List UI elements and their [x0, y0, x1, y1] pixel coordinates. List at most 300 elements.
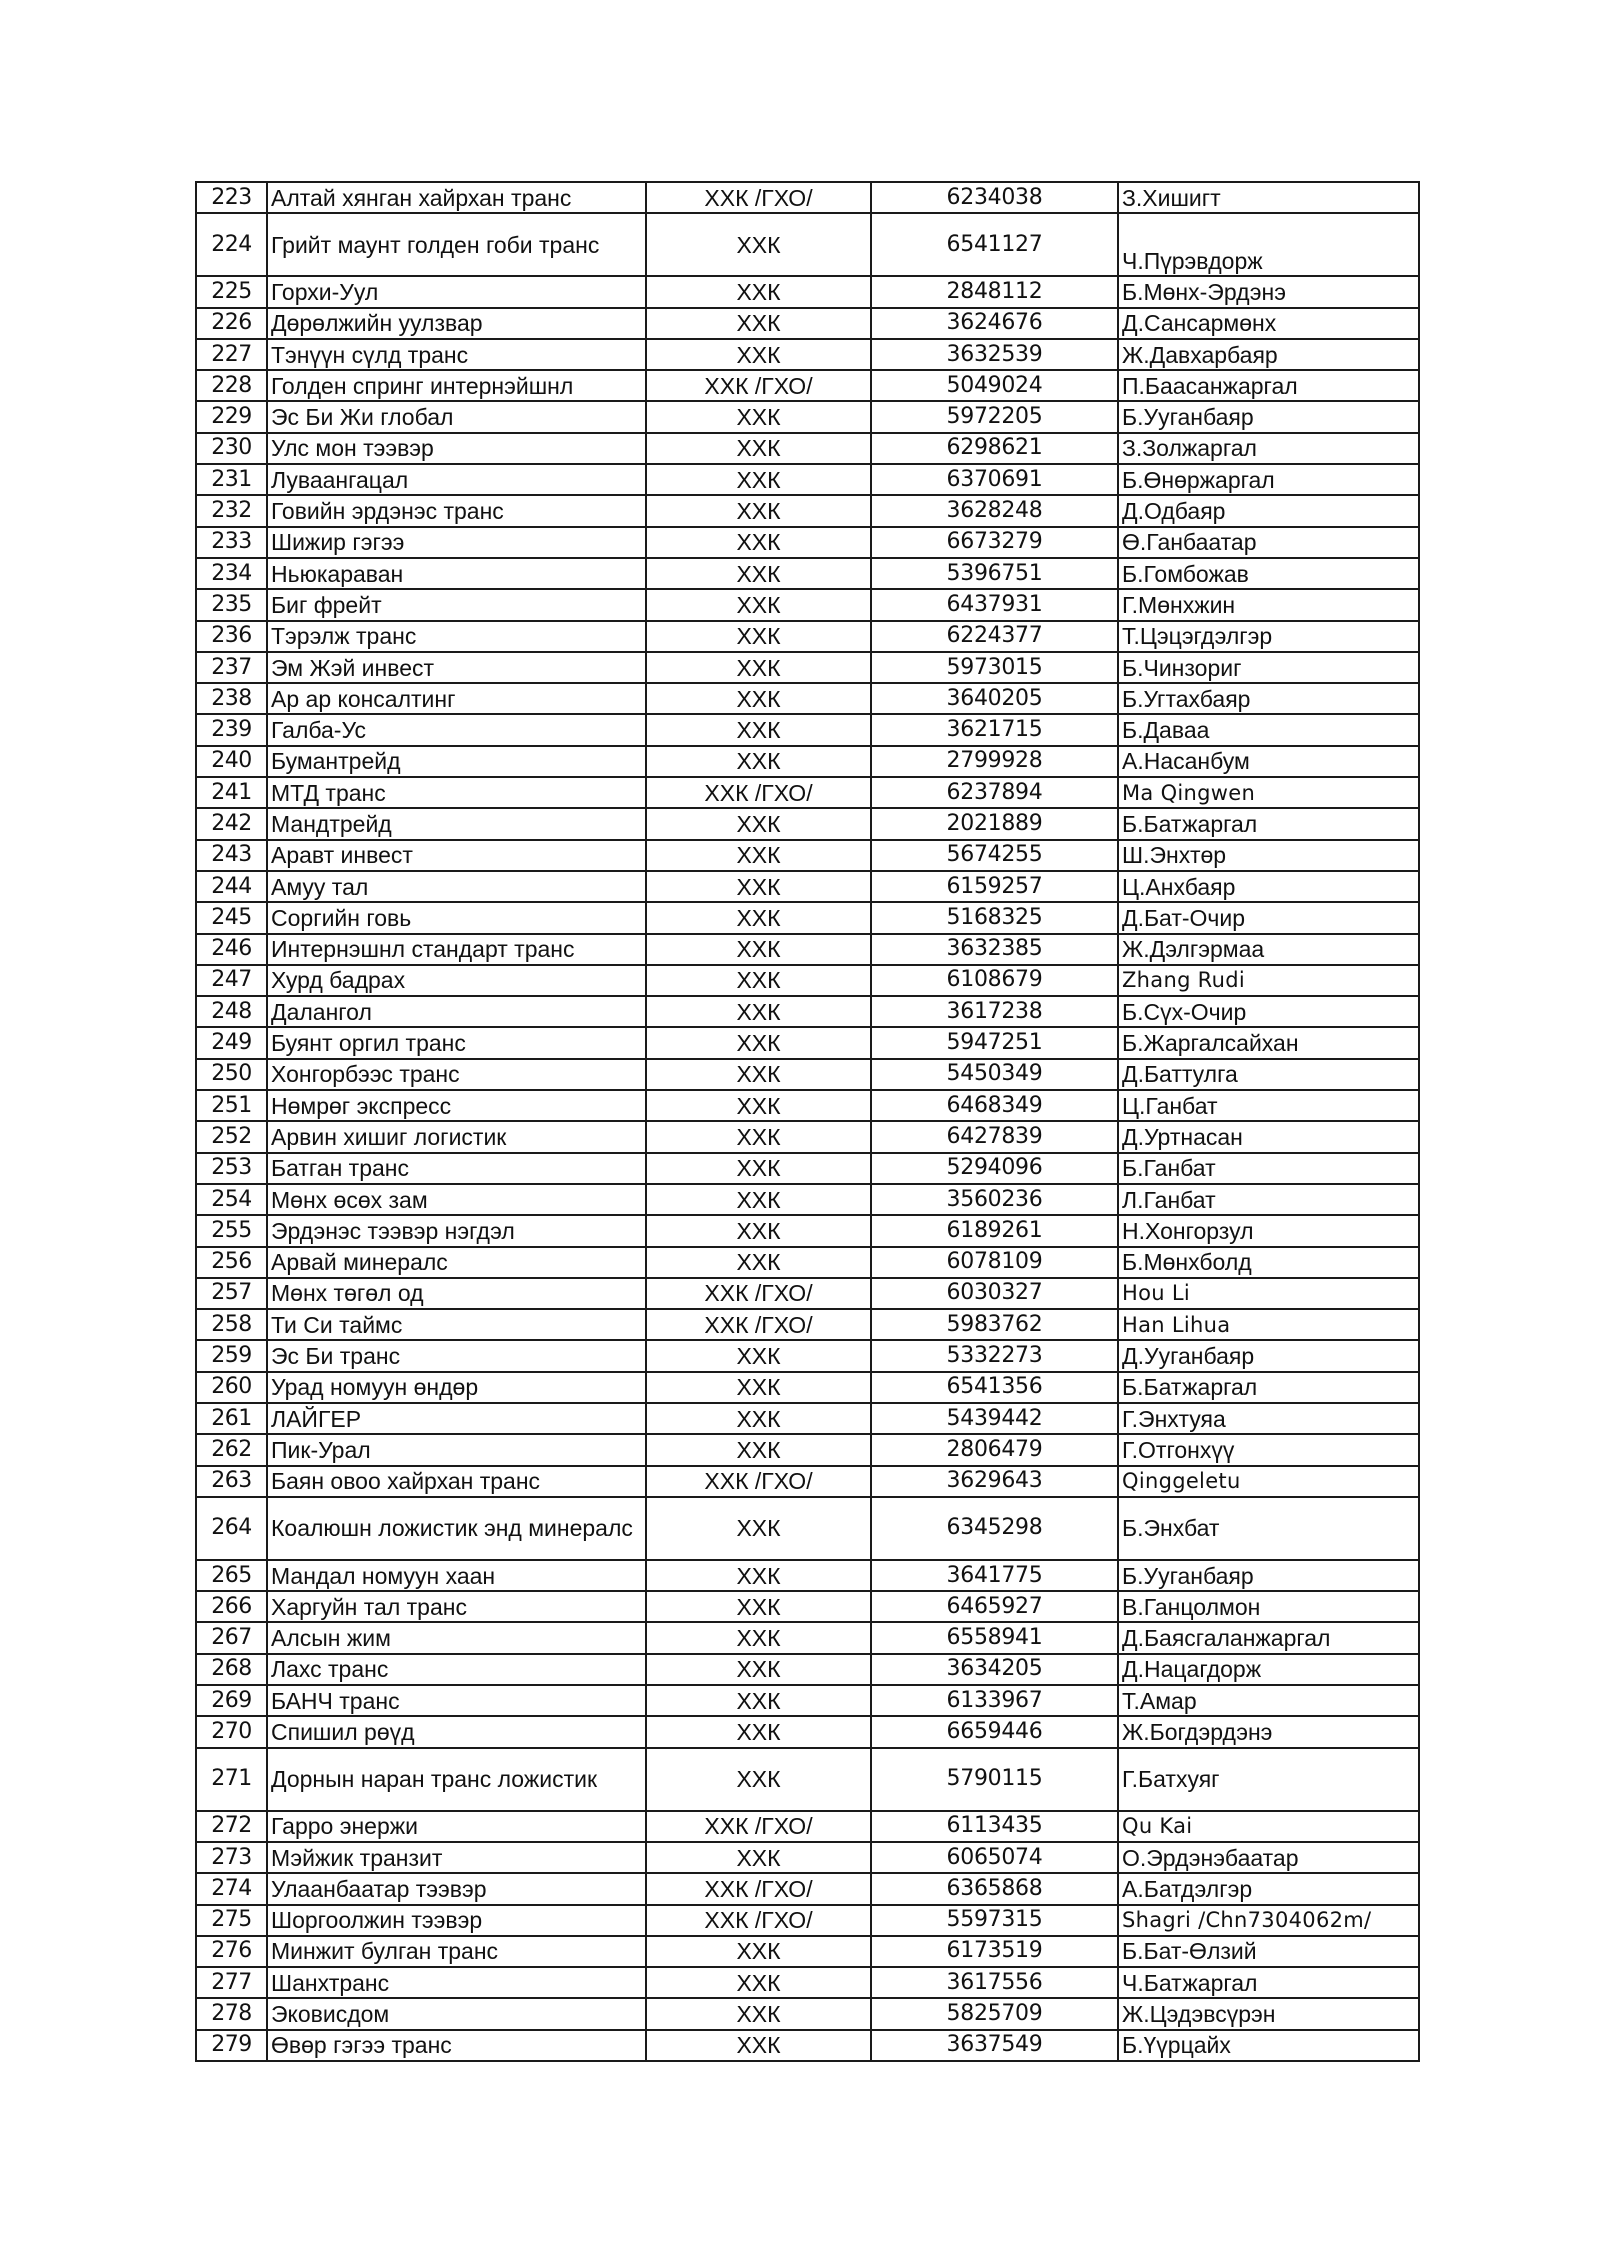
table-row: [196, 558, 1419, 589]
director-name-cell: Д.Одбаяр: [1118, 495, 1419, 526]
registration-number-cell: 6437931: [871, 589, 1118, 620]
table-row: [196, 276, 1419, 307]
director-name-cell: Б.Чинзориг: [1118, 652, 1419, 683]
director-name-cell: Г.Батхуяг: [1118, 1748, 1419, 1811]
table-row: [196, 1434, 1419, 1465]
table-row: [196, 777, 1419, 808]
company-name-cell: ЛАЙГЕР: [267, 1403, 646, 1434]
legal-form-cell: ХХК /ГХО/: [646, 1811, 871, 1842]
registration-number-cell: 5294096: [871, 1153, 1118, 1184]
registration-number-cell: 5972205: [871, 401, 1118, 432]
director-name-cell: З.Хишигт: [1118, 182, 1419, 213]
table-row: [196, 527, 1419, 558]
company-name-cell: БАНЧ транс: [267, 1685, 646, 1716]
registration-number-cell: 3617238: [871, 996, 1118, 1027]
row-number-cell: 254: [196, 1184, 267, 1215]
director-name-cell: О.Эрдэнэбаатар: [1118, 1842, 1419, 1873]
registration-number-cell: 5947251: [871, 1027, 1118, 1058]
row-number-cell: 245: [196, 902, 267, 933]
director-name-cell: Qu Kai: [1118, 1811, 1419, 1842]
table-row: [196, 746, 1419, 777]
registration-number-cell: 6427839: [871, 1121, 1118, 1152]
company-name-cell: Буянт оргил транс: [267, 1027, 646, 1058]
legal-form-cell: ХХК /ГХО/: [646, 1309, 871, 1340]
table-row: [196, 1560, 1419, 1591]
company-name-cell: Алсын жим: [267, 1622, 646, 1653]
row-number-cell: 257: [196, 1278, 267, 1309]
director-name-cell: Ц.Ганбат: [1118, 1090, 1419, 1121]
row-number-cell: 277: [196, 1967, 267, 1998]
legal-form-cell: ХХК: [646, 1998, 871, 2029]
director-name-cell: Б.Мөнхболд: [1118, 1247, 1419, 1278]
company-name-cell: Грийт маунт голден гоби транс: [267, 213, 646, 276]
registration-number-cell: 6030327: [871, 1278, 1118, 1309]
director-name-cell: Г.Энхтуяа: [1118, 1403, 1419, 1434]
registration-number-cell: 6541127: [871, 213, 1118, 276]
registration-number-cell: 6113435: [871, 1811, 1118, 1842]
table-row: [196, 714, 1419, 745]
company-name-cell: Минжит булган транс: [267, 1936, 646, 1967]
director-name-cell: Б.Даваа: [1118, 714, 1419, 745]
registration-number-cell: 6159257: [871, 871, 1118, 902]
row-number-cell: 234: [196, 558, 267, 589]
registration-number-cell: 6465927: [871, 1591, 1118, 1622]
company-name-cell: Харгуйн тал транс: [267, 1591, 646, 1622]
row-number-cell: 235: [196, 589, 267, 620]
company-name-cell: Гарро энержи: [267, 1811, 646, 1842]
registration-number-cell: 6370691: [871, 464, 1118, 495]
director-name-cell: Zhang Rudi: [1118, 965, 1419, 996]
registration-number-cell: 6298621: [871, 433, 1118, 464]
director-name-cell: Han Lihua: [1118, 1309, 1419, 1340]
legal-form-cell: ХХК: [646, 1842, 871, 1873]
registration-number-cell: 5439442: [871, 1403, 1118, 1434]
registration-number-cell: 6468349: [871, 1090, 1118, 1121]
legal-form-cell: ХХК: [646, 1403, 871, 1434]
registration-number-cell: 5049024: [871, 370, 1118, 401]
registration-number-cell: 5790115: [871, 1748, 1118, 1811]
company-name-cell: Далангол: [267, 996, 646, 1027]
legal-form-cell: ХХК: [646, 1184, 871, 1215]
legal-form-cell: ХХК: [646, 558, 871, 589]
company-name-cell: Нөмрөг экспресс: [267, 1090, 646, 1121]
company-name-cell: Мэйжик транзит: [267, 1842, 646, 1873]
row-number-cell: 262: [196, 1434, 267, 1465]
row-number-cell: 253: [196, 1153, 267, 1184]
legal-form-cell: ХХК: [646, 934, 871, 965]
legal-form-cell: ХХК: [646, 1090, 871, 1121]
table-row: [196, 308, 1419, 339]
table-row: [196, 1748, 1419, 1811]
table-row: [196, 1278, 1419, 1309]
company-name-cell: Соргийн говь: [267, 902, 646, 933]
table-row: [196, 1622, 1419, 1653]
row-number-cell: 237: [196, 652, 267, 683]
company-name-cell: Луваангацал: [267, 464, 646, 495]
table-row: [196, 1905, 1419, 1936]
legal-form-cell: ХХК: [646, 527, 871, 558]
director-name-cell: Б.Өнөржаргал: [1118, 464, 1419, 495]
legal-form-cell: ХХК: [646, 464, 871, 495]
company-name-cell: Өвөр гэгээ транс: [267, 2030, 646, 2061]
director-name-cell: Д.Баясгаланжаргал: [1118, 1622, 1419, 1653]
director-name-cell: А.Батдэлгэр: [1118, 1873, 1419, 1904]
company-name-cell: Арвин хишиг логистик: [267, 1121, 646, 1152]
table-row: [196, 1998, 1419, 2029]
company-name-cell: Интернэшнл стандарт транс: [267, 934, 646, 965]
row-number-cell: 226: [196, 308, 267, 339]
row-number-cell: 261: [196, 1403, 267, 1434]
table-row: [196, 1027, 1419, 1058]
registration-number-cell: 6345298: [871, 1497, 1118, 1560]
company-name-cell: Арвай минералс: [267, 1247, 646, 1278]
company-name-cell: Голден спринг интернэйшнл: [267, 370, 646, 401]
registration-number-cell: 6065074: [871, 1842, 1118, 1873]
table-row: [196, 808, 1419, 839]
row-number-cell: 264: [196, 1497, 267, 1560]
legal-form-cell: ХХК /ГХО/: [646, 370, 871, 401]
row-number-cell: 265: [196, 1560, 267, 1591]
row-number-cell: 228: [196, 370, 267, 401]
director-name-cell: Г.Мөнхжин: [1118, 589, 1419, 620]
director-name-cell: Ж.Давхарбаяр: [1118, 339, 1419, 370]
registration-number-cell: 6541356: [871, 1372, 1118, 1403]
legal-form-cell: ХХК: [646, 401, 871, 432]
legal-form-cell: ХХК: [646, 1215, 871, 1246]
legal-form-cell: ХХК: [646, 1716, 871, 1747]
registration-number-cell: 3632385: [871, 934, 1118, 965]
table-row: [196, 1403, 1419, 1434]
director-name-cell: Shagri /Chn7304062m/: [1118, 1905, 1419, 1936]
registration-number-cell: 3641775: [871, 1560, 1118, 1591]
row-number-cell: 227: [196, 339, 267, 370]
director-name-cell: П.Баасанжаргал: [1118, 370, 1419, 401]
legal-form-cell: ХХК: [646, 1591, 871, 1622]
company-name-cell: Эс Би транс: [267, 1340, 646, 1371]
company-name-cell: Дөрөлжийн уулзвар: [267, 308, 646, 339]
legal-form-cell: ХХК: [646, 621, 871, 652]
table-row: [196, 370, 1419, 401]
company-name-cell: Шоргоолжин тээвэр: [267, 1905, 646, 1936]
registration-number-cell: 5332273: [871, 1340, 1118, 1371]
table-row: [196, 464, 1419, 495]
director-name-cell: Д.Сансармөнх: [1118, 308, 1419, 339]
row-number-cell: 259: [196, 1340, 267, 1371]
director-name-cell: Ч.Батжаргал: [1118, 1967, 1419, 1998]
director-name-cell: В.Ганцолмон: [1118, 1591, 1419, 1622]
company-name-cell: Хонгорбээс транс: [267, 1059, 646, 1090]
legal-form-cell: ХХК: [646, 1372, 871, 1403]
company-name-cell: Эс Би Жи глобал: [267, 401, 646, 432]
row-number-cell: 273: [196, 1842, 267, 1873]
row-number-cell: 246: [196, 934, 267, 965]
director-name-cell: Д.Уртнасан: [1118, 1121, 1419, 1152]
registration-number-cell: 3560236: [871, 1184, 1118, 1215]
registration-number-cell: 2799928: [871, 746, 1118, 777]
legal-form-cell: ХХК: [646, 1059, 871, 1090]
director-name-cell: Б.Угтахбаяр: [1118, 683, 1419, 714]
legal-form-cell: ХХК /ГХО/: [646, 1873, 871, 1904]
row-number-cell: 247: [196, 965, 267, 996]
table-row: [196, 339, 1419, 370]
company-name-cell: Эковисдом: [267, 1998, 646, 2029]
company-name-cell: Коалюшн ложистик энд минералс: [267, 1497, 646, 1560]
company-name-cell: Аравт инвест: [267, 840, 646, 871]
company-name-cell: Мандал номуун хаан: [267, 1560, 646, 1591]
registration-number-cell: 6078109: [871, 1247, 1118, 1278]
legal-form-cell: ХХК: [646, 1936, 871, 1967]
legal-form-cell: ХХК: [646, 1434, 871, 1465]
legal-form-cell: ХХК: [646, 714, 871, 745]
table-row: [196, 965, 1419, 996]
legal-form-cell: ХХК: [646, 1153, 871, 1184]
company-name-cell: Галба-Ус: [267, 714, 646, 745]
director-name-cell: Б.Үүрцайх: [1118, 2030, 1419, 2061]
row-number-cell: 260: [196, 1372, 267, 1403]
director-name-cell: Б.Ууганбаяр: [1118, 401, 1419, 432]
director-name-cell: Д.Бат-Очир: [1118, 902, 1419, 933]
legal-form-cell: ХХК /ГХО/: [646, 777, 871, 808]
legal-form-cell: ХХК /ГХО/: [646, 1278, 871, 1309]
row-number-cell: 270: [196, 1716, 267, 1747]
table-row: [196, 1121, 1419, 1152]
row-number-cell: 258: [196, 1309, 267, 1340]
company-name-cell: Тэнүүн сүлд транс: [267, 339, 646, 370]
table-row: [196, 433, 1419, 464]
legal-form-cell: ХХК: [646, 652, 871, 683]
row-number-cell: 244: [196, 871, 267, 902]
legal-form-cell: ХХК: [646, 433, 871, 464]
legal-form-cell: ХХК: [646, 589, 871, 620]
legal-form-cell: ХХК: [646, 1560, 871, 1591]
registration-number-cell: 5973015: [871, 652, 1118, 683]
company-name-cell: Тэрэлж транс: [267, 621, 646, 652]
company-name-cell: Улаанбаатар тээвэр: [267, 1873, 646, 1904]
director-name-cell: Т.Амар: [1118, 1685, 1419, 1716]
table-row: [196, 1967, 1419, 1998]
table-row: [196, 401, 1419, 432]
table-row: [196, 1059, 1419, 1090]
registration-number-cell: 5396751: [871, 558, 1118, 589]
legal-form-cell: ХХК /ГХО/: [646, 182, 871, 213]
director-name-cell: Л.Ганбат: [1118, 1184, 1419, 1215]
company-name-cell: Лахс транс: [267, 1654, 646, 1685]
table-row: [196, 1372, 1419, 1403]
table-row: [196, 902, 1419, 933]
registration-number-cell: 3624676: [871, 308, 1118, 339]
director-name-cell: Ж.Дэлгэрмаа: [1118, 934, 1419, 965]
row-number-cell: 233: [196, 527, 267, 558]
company-name-cell: Говийн эрдэнэс транс: [267, 495, 646, 526]
table-row: [196, 589, 1419, 620]
registration-number-cell: 3640205: [871, 683, 1118, 714]
director-name-cell: Ч.Пүрэвдорж: [1118, 213, 1419, 276]
company-name-cell: Улс мон тээвэр: [267, 433, 646, 464]
row-number-cell: 252: [196, 1121, 267, 1152]
company-name-cell: Бумантрейд: [267, 746, 646, 777]
company-registry-table: [195, 181, 1420, 2062]
row-number-cell: 272: [196, 1811, 267, 1842]
row-number-cell: 230: [196, 433, 267, 464]
table-row: [196, 2030, 1419, 2061]
row-number-cell: 224: [196, 213, 267, 276]
table-row: [196, 1090, 1419, 1121]
company-name-cell: Эрдэнэс тээвэр нэгдэл: [267, 1215, 646, 1246]
company-name-cell: Ар ар консалтинг: [267, 683, 646, 714]
registration-number-cell: 6558941: [871, 1622, 1118, 1653]
row-number-cell: 250: [196, 1059, 267, 1090]
row-number-cell: 231: [196, 464, 267, 495]
director-name-cell: Ma Qingwen: [1118, 777, 1419, 808]
registration-number-cell: 3629643: [871, 1466, 1118, 1497]
registration-number-cell: 3637549: [871, 2030, 1118, 2061]
registration-number-cell: 3621715: [871, 714, 1118, 745]
table-row: [196, 1591, 1419, 1622]
row-number-cell: 225: [196, 276, 267, 307]
director-name-cell: З.Золжаргал: [1118, 433, 1419, 464]
registration-number-cell: 2848112: [871, 276, 1118, 307]
legal-form-cell: ХХК: [646, 1340, 871, 1371]
row-number-cell: 251: [196, 1090, 267, 1121]
row-number-cell: 236: [196, 621, 267, 652]
row-number-cell: 240: [196, 746, 267, 777]
company-name-cell: Спишил рөүд: [267, 1716, 646, 1747]
registration-number-cell: 5597315: [871, 1905, 1118, 1936]
company-name-cell: Амуу тал: [267, 871, 646, 902]
row-number-cell: 239: [196, 714, 267, 745]
table-row: [196, 652, 1419, 683]
company-name-cell: Шижир гэгээ: [267, 527, 646, 558]
company-name-cell: Хурд бадрах: [267, 965, 646, 996]
legal-form-cell: ХХК: [646, 308, 871, 339]
legal-form-cell: ХХК: [646, 1685, 871, 1716]
director-name-cell: Ж.Богдэрдэнэ: [1118, 1716, 1419, 1747]
table-row: [196, 182, 1419, 213]
row-number-cell: 278: [196, 1998, 267, 2029]
row-number-cell: 242: [196, 808, 267, 839]
row-number-cell: 223: [196, 182, 267, 213]
legal-form-cell: ХХК: [646, 276, 871, 307]
director-name-cell: Б.Мөнх-Эрдэнэ: [1118, 276, 1419, 307]
registration-number-cell: 3632539: [871, 339, 1118, 370]
director-name-cell: Д.Баттулга: [1118, 1059, 1419, 1090]
table-row: [196, 1811, 1419, 1842]
table-row: [196, 1716, 1419, 1747]
row-number-cell: 269: [196, 1685, 267, 1716]
table-row: [196, 996, 1419, 1027]
legal-form-cell: ХХК /ГХО/: [646, 1905, 871, 1936]
company-name-cell: Пик-Урал: [267, 1434, 646, 1465]
legal-form-cell: ХХК: [646, 996, 871, 1027]
company-name-cell: Урад номуун өндөр: [267, 1372, 646, 1403]
row-number-cell: 255: [196, 1215, 267, 1246]
company-name-cell: Батган транс: [267, 1153, 646, 1184]
registration-number-cell: 6108679: [871, 965, 1118, 996]
row-number-cell: 276: [196, 1936, 267, 1967]
row-number-cell: 241: [196, 777, 267, 808]
registration-number-cell: 5825709: [871, 1998, 1118, 2029]
row-number-cell: 275: [196, 1905, 267, 1936]
registration-number-cell: 5450349: [871, 1059, 1118, 1090]
director-name-cell: Д.Ууганбаяр: [1118, 1340, 1419, 1371]
row-number-cell: 249: [196, 1027, 267, 1058]
registration-number-cell: 6189261: [871, 1215, 1118, 1246]
director-name-cell: Б.Батжаргал: [1118, 808, 1419, 839]
director-name-cell: Б.Ганбат: [1118, 1153, 1419, 1184]
table-row: [196, 1466, 1419, 1497]
director-name-cell: Ц.Анхбаяр: [1118, 871, 1419, 902]
row-number-cell: 248: [196, 996, 267, 1027]
legal-form-cell: ХХК: [646, 1247, 871, 1278]
registration-number-cell: 6133967: [871, 1685, 1118, 1716]
director-name-cell: Г.Отгонхүү: [1118, 1434, 1419, 1465]
legal-form-cell: ХХК: [646, 213, 871, 276]
row-number-cell: 232: [196, 495, 267, 526]
registration-number-cell: 2806479: [871, 1434, 1118, 1465]
legal-form-cell: ХХК: [646, 746, 871, 777]
table-body: [196, 182, 1419, 2061]
registration-number-cell: 3634205: [871, 1654, 1118, 1685]
director-name-cell: Б.Жаргалсайхан: [1118, 1027, 1419, 1058]
table-row: [196, 1247, 1419, 1278]
legal-form-cell: ХХК: [646, 1654, 871, 1685]
director-name-cell: Б.Батжаргал: [1118, 1372, 1419, 1403]
row-number-cell: 243: [196, 840, 267, 871]
director-name-cell: Б.Бат-Өлзий: [1118, 1936, 1419, 1967]
director-name-cell: Б.Ууганбаяр: [1118, 1560, 1419, 1591]
legal-form-cell: ХХК: [646, 495, 871, 526]
director-name-cell: Ө.Ганбаатар: [1118, 527, 1419, 558]
table-row: [196, 621, 1419, 652]
table-row: [196, 1153, 1419, 1184]
company-name-cell: Мөнх өсөх зам: [267, 1184, 646, 1215]
row-number-cell: 238: [196, 683, 267, 714]
company-name-cell: Дорнын наран транс ложистик: [267, 1748, 646, 1811]
company-name-cell: Горхи-Уул: [267, 276, 646, 307]
row-number-cell: 263: [196, 1466, 267, 1497]
company-name-cell: Мөнх төгөл од: [267, 1278, 646, 1309]
director-name-cell: Ж.Цэдэвсүрэн: [1118, 1998, 1419, 2029]
legal-form-cell: ХХК: [646, 339, 871, 370]
row-number-cell: 229: [196, 401, 267, 432]
table-row: [196, 1497, 1419, 1560]
company-name-cell: Баян овоо хайрхан транс: [267, 1466, 646, 1497]
director-name-cell: Hou Li: [1118, 1278, 1419, 1309]
legal-form-cell: ХХК: [646, 1027, 871, 1058]
table-row: [196, 1215, 1419, 1246]
legal-form-cell: ХХК: [646, 2030, 871, 2061]
registration-number-cell: 6173519: [871, 1936, 1118, 1967]
row-number-cell: 274: [196, 1873, 267, 1904]
registration-number-cell: 3628248: [871, 495, 1118, 526]
registration-number-cell: 6237894: [871, 777, 1118, 808]
registration-number-cell: 6234038: [871, 182, 1118, 213]
company-name-cell: МТД транс: [267, 777, 646, 808]
registration-number-cell: 6659446: [871, 1716, 1118, 1747]
legal-form-cell: ХХК: [646, 871, 871, 902]
director-name-cell: Ш.Энхтөр: [1118, 840, 1419, 871]
row-number-cell: 268: [196, 1654, 267, 1685]
registration-number-cell: 2021889: [871, 808, 1118, 839]
table-row: [196, 213, 1419, 276]
company-name-cell: Ти Си таймс: [267, 1309, 646, 1340]
legal-form-cell: ХХК: [646, 1622, 871, 1653]
legal-form-cell: ХХК: [646, 840, 871, 871]
table-row: [196, 1654, 1419, 1685]
registration-number-cell: 3617556: [871, 1967, 1118, 1998]
registration-number-cell: 6673279: [871, 527, 1118, 558]
company-name-cell: Шанхтранс: [267, 1967, 646, 1998]
